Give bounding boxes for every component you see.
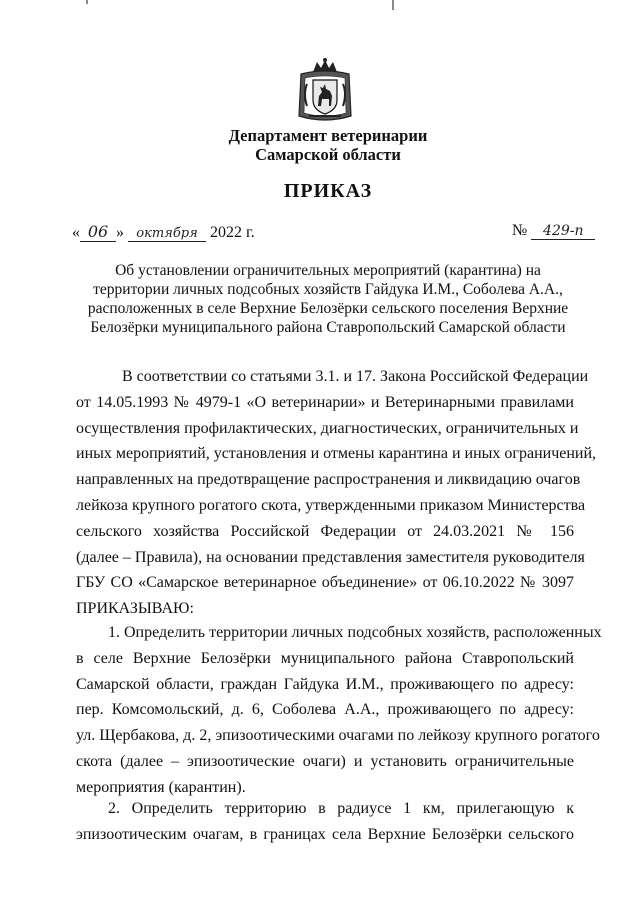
order-number-prefix: № xyxy=(512,222,528,239)
date-open-quote: « xyxy=(72,224,80,241)
text-line: мероприятия (карантин). xyxy=(76,778,246,796)
text-line: ГБУ СО «Самарское ветеринарное объединение» от 06.10.2022 № 3097 xyxy=(76,574,574,592)
date-close-quote: » xyxy=(116,224,124,241)
text-line: В соответствии со статьями 3.1. и 17. Закона Российской Федерации xyxy=(122,368,589,385)
date-year: 2022 г. xyxy=(210,224,255,241)
text-line: направленных на предотвращение распространения и ликвидацию очагов xyxy=(76,471,581,489)
order-number-value: 429-п xyxy=(531,223,595,240)
date-day: 06 xyxy=(80,222,116,242)
text-line: скота (далее – эпизоотические очаги) и установить ограничительные xyxy=(76,752,574,770)
preamble-paragraph xyxy=(76,364,597,622)
text-line: Самарской области, граждан Гайдука И.М., проживающего по адресу: xyxy=(76,675,574,693)
text-line: эпизоотическим очагам, в границах села Верхние Белозёрки сельского xyxy=(76,825,574,843)
text-line: пер. Комсомольский, д. 6, Соболева А.А., проживающего по адресу: xyxy=(76,701,574,719)
text-line: осуществления профилактических, диагностических, ограничительных и xyxy=(76,419,579,437)
text-line: лейкоза крупного рогатого скота, утвержденными приказом Министерства xyxy=(76,496,586,514)
text-line: сельского хозяйства Российской Федерации от 24.03.2021 № 156 xyxy=(76,522,574,540)
clause-2-paragraph xyxy=(76,796,574,848)
text-line: 2. Определить территорию в радиусе 1 км, прилегающую к xyxy=(108,800,574,817)
order-number xyxy=(512,222,595,240)
subject-line: территории личных подсобных хозяйств Гайдука И.М., Соболева А.А., xyxy=(93,281,563,298)
order-title: ПРИКАЗ xyxy=(283,180,373,202)
subject-line: Об установлении ограничительных мероприятий (карантина) на xyxy=(115,262,541,279)
department-name-line2: Самарской области xyxy=(255,145,401,164)
subject-line: Белозёрки муниципального района Ставропольский Самарской области xyxy=(90,319,566,336)
clause-1-paragraph xyxy=(76,620,602,801)
text-line: ул. Щербакова, д. 2, эпизоотическими очагами по лейкозу крупного рогатого xyxy=(76,727,600,745)
coat-of-arms-emblem xyxy=(295,58,355,124)
subject-line: расположенных в селе Верхние Белозёрки сельского поселения Верхние xyxy=(87,300,569,317)
text-line: 1. Определить территории личных подсобных хозяйств, расположенных xyxy=(108,624,602,641)
order-subject xyxy=(64,261,592,337)
department-name-line1: Департамент ветеринарии xyxy=(228,126,428,145)
scan-mark xyxy=(392,0,394,10)
text-line: ПРИКАЗЫВАЮ: xyxy=(76,600,194,618)
text-line: (далее – Правила), на основании представления заместителя руководителя xyxy=(76,548,585,566)
text-line: в селе Верхние Белозёрки муниципального района Ставропольский xyxy=(76,649,574,667)
text-line: от 14.05.1993 № 4979-1 «О ветеринарии» и Ветеринарными правилами xyxy=(76,393,574,411)
text-line: иных мероприятий, установления и отмены карантина и иных ограничений, xyxy=(76,445,597,463)
scan-mark xyxy=(86,0,88,4)
order-date xyxy=(72,222,255,242)
date-month: октября xyxy=(128,226,206,242)
